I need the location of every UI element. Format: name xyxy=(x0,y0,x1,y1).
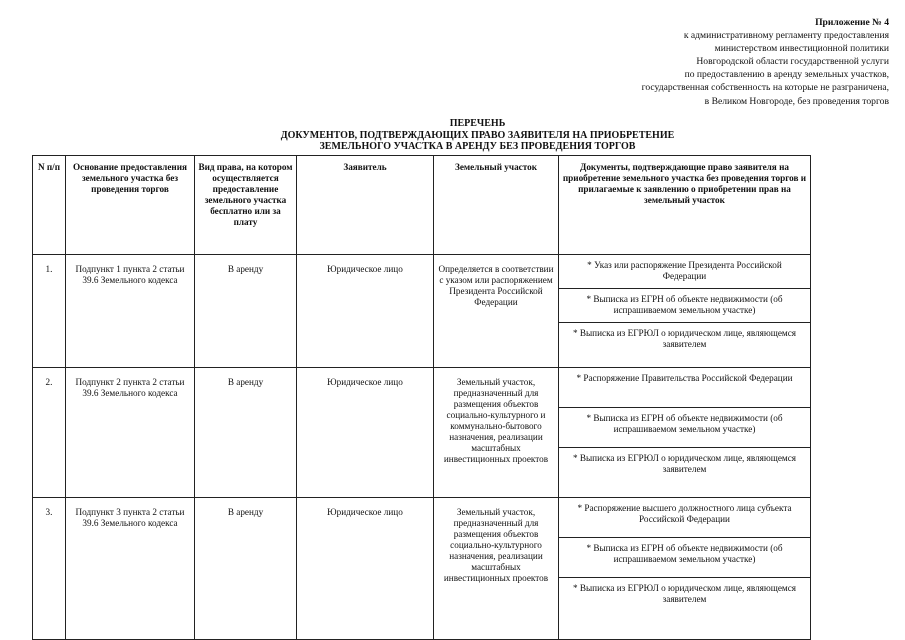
title-line: ДОКУМЕНТОВ, ПОДТВЕРЖДАЮЩИХ ПРАВО ЗАЯВИТЕЛЯ НА ПРИОБРЕТЕНИЕ xyxy=(280,129,675,141)
row-plot: Земельный участок, предназначенный для размещения объектов социально-культурного назначения, реализации масштабных инвестиционных проектов xyxy=(434,498,559,640)
row-num: 3. xyxy=(33,498,66,640)
doc-item: * Распоряжение Правительства Российской Федерации xyxy=(559,368,810,408)
doc-item: * Указ или распоряжение Президента Российской Федерации xyxy=(559,255,810,289)
appendix-line: по предоставлению в аренду земельных участков, xyxy=(684,69,889,81)
appendix-number: Приложение № 4 xyxy=(815,17,889,28)
row-basis: Подпункт 3 пункта 2 статьи 39.6 Земельного кодекса xyxy=(66,498,195,640)
row-docs xyxy=(559,255,811,368)
header-docs: Документы, подтверждающие право заявителя на приобретение земельного участка без проведения торгов и прилагаемые к заявлению о приобретении прав на земельный участок xyxy=(559,156,811,255)
table-row xyxy=(33,368,811,498)
header-right: Вид права, на котором осуществляется предоставление земельного участка бесплатно или за плату xyxy=(195,156,297,255)
row-docs xyxy=(559,498,811,640)
row-num: 2. xyxy=(33,368,66,498)
header-num: N п/п xyxy=(33,156,66,255)
header-plot: Земельный участок xyxy=(434,156,559,255)
doc-item: * Выписка из ЕГРЮЛ о юридическом лице, являющемся заявителем xyxy=(572,583,797,604)
header-applicant: Заявитель xyxy=(297,156,434,255)
appendix-line: министерством инвестиционной политики xyxy=(714,43,889,55)
document-title xyxy=(200,118,755,153)
row-right: В аренду xyxy=(195,255,297,368)
row-docs xyxy=(559,368,811,498)
row-num: 1. xyxy=(33,255,66,368)
appendix-line: в Великом Новгороде, без проведения торгов xyxy=(704,95,889,107)
appendix-line: к административному регламенту предоставления xyxy=(683,30,889,42)
doc-item: * Выписка из ЕГРЮЛ о юридическом лице, являющемся заявителем xyxy=(572,453,797,474)
appendix-line: государственная собственность на которые не разграничена, xyxy=(641,82,889,94)
row-applicant: Юридическое лицо xyxy=(297,255,434,368)
row-applicant: Юридическое лицо xyxy=(297,368,434,498)
doc-item: * Выписка из ЕГРН об объекте недвижимости (об испрашиваемом земельном участке) xyxy=(559,538,810,578)
row-right: В аренду xyxy=(195,368,297,498)
appendix-header xyxy=(469,16,889,108)
doc-item: * Распоряжение высшего должностного лица субъекта Российской Федерации xyxy=(559,498,810,538)
row-plot: Земельный участок, предназначенный для размещения объектов социально-культурного и коммунально-бытового назначения, реализации масштабных инвестиционных проектов xyxy=(434,368,559,498)
doc-item: * Выписка из ЕГРЮЛ о юридическом лице, являющемся заявителем xyxy=(572,328,797,349)
row-basis: Подпункт 1 пункта 2 статьи 39.6 Земельного кодекса xyxy=(66,255,195,368)
row-right: В аренду xyxy=(195,498,297,640)
doc-item: * Выписка из ЕГРН об объекте недвижимости (об испрашиваемом земельном участке) xyxy=(559,289,810,323)
documents-table xyxy=(32,155,811,640)
appendix-line: Новгородской области государственной услуги xyxy=(696,56,889,68)
table-header-row xyxy=(33,156,811,255)
table-row xyxy=(33,498,811,640)
table-row xyxy=(33,255,811,368)
title-line: ЗЕМЕЛЬНОГО УЧАСТКА В АРЕНДУ БЕЗ ПРОВЕДЕНИЯ ТОРГОВ xyxy=(319,141,636,152)
row-applicant: Юридическое лицо xyxy=(297,498,434,640)
doc-item: * Выписка из ЕГРН об объекте недвижимости (об испрашиваемом земельном участке) xyxy=(559,408,810,448)
row-basis: Подпункт 2 пункта 2 статьи 39.6 Земельного кодекса xyxy=(66,368,195,498)
row-plot: Определяется в соответствии с указом или распоряжением Президента Российской Федерации xyxy=(434,255,559,368)
title-line: ПЕРЕЧЕНЬ xyxy=(449,118,506,129)
header-basis: Основание предоставления земельного участка без проведения торгов xyxy=(66,156,195,255)
